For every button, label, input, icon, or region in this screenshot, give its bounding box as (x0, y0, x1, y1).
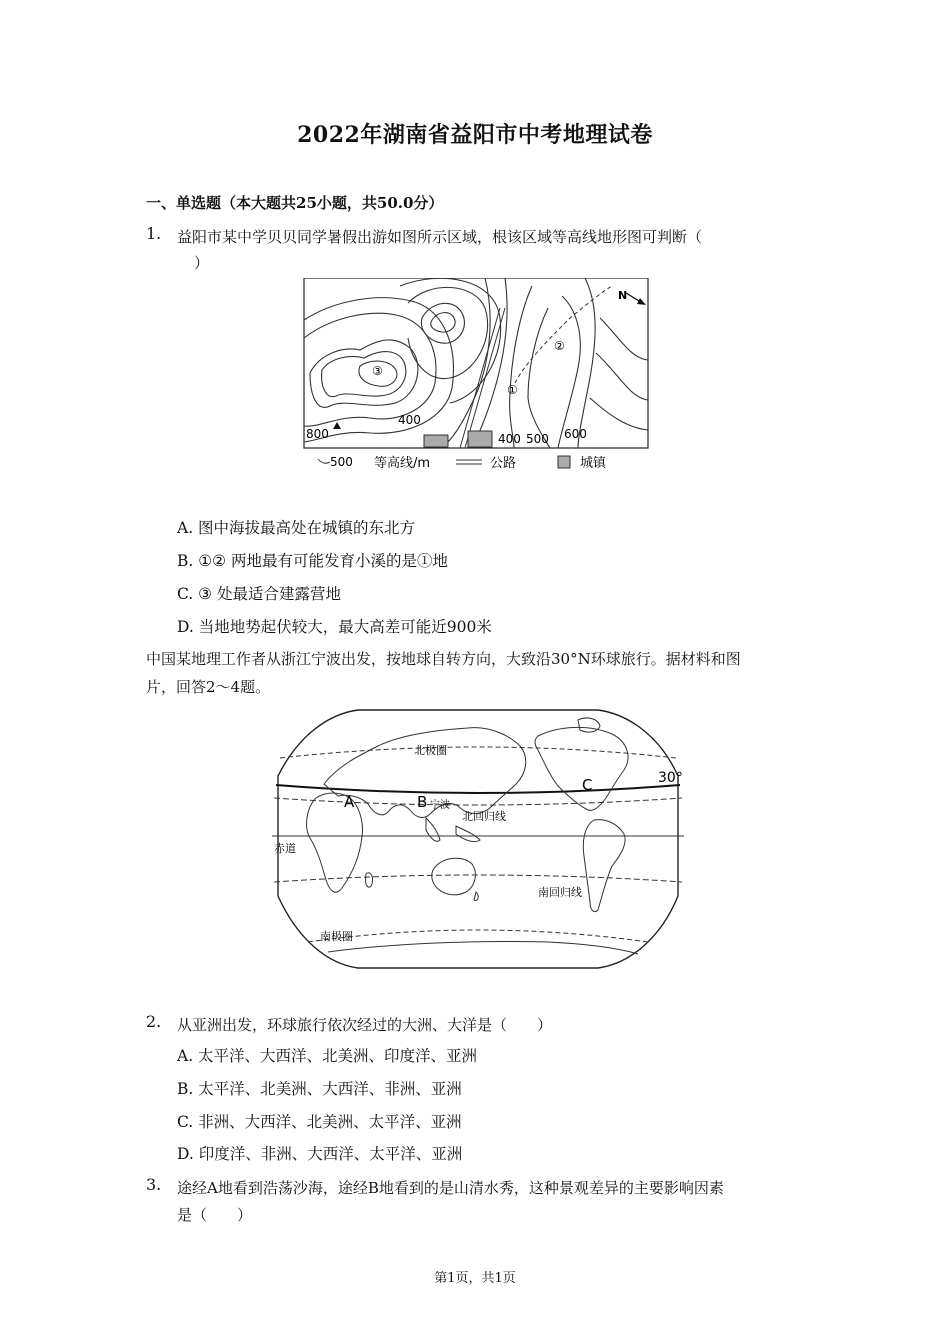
question-2-number: 2. (146, 1012, 162, 1031)
q2-option-d: D. 印度洋、非洲、大西洋、太平洋、亚洲 (177, 1145, 463, 1163)
contour-600: 600 (564, 427, 587, 441)
q2-option-a: A. 太平洋、大西洋、北美洲、印度洋、亚洲 (177, 1047, 478, 1065)
question-2-text: 从亚洲出发，环球旅行依次经过的大洲、大洋是（ ） (177, 1016, 553, 1034)
page-title: 2022年湖南省益阳市中考地理试卷 (297, 122, 653, 148)
question-3-text-cont: 是（ ） (177, 1206, 253, 1224)
label-2: ② (554, 339, 565, 353)
page-footer: 第1页，共1页 (434, 1271, 516, 1286)
point-c-label: C (582, 776, 593, 794)
contour-map-frame (304, 278, 648, 448)
q1-option-d: D. 当地地势起伏较大，最大高差可能近900米 (177, 618, 492, 636)
material-paragraph-line1: 中国某地理工作者从浙江宁波出发，按地球自转方向，大致沿30°N环球旅行。据材料和图 (146, 650, 741, 668)
question-1-text-cont: ） (194, 254, 210, 272)
town-marker-1 (424, 435, 448, 447)
legend-contour-label: 等高线/m (374, 456, 431, 471)
contour-800: 800 (306, 427, 329, 441)
legend-contour-icon (318, 459, 330, 463)
contour-map (300, 278, 652, 476)
q1-option-c: C. ③ 处最适合建露营地 (177, 585, 341, 603)
question-3-number: 3. (146, 1175, 162, 1194)
material-paragraph-line2: 片，回答2～4题。 (146, 678, 271, 696)
arctic-circle-label: 北极圈 (414, 744, 447, 757)
legend-contour-value: 500 (330, 455, 353, 469)
label-3: ③ (372, 364, 383, 378)
question-1-text: 益阳市某中学贝贝同学暑假出游如图所示区域，根该区域等高线地形图可判断（ (177, 228, 703, 246)
north-label: N (618, 289, 628, 302)
ningbo-label: 宁波 (430, 800, 450, 811)
q1-option-b: B. ①② 两地最有可能发育小溪的是①地 (177, 552, 448, 570)
question-3-text: 途经A地看到浩荡沙海，途经B地看到的是山清水秀，这种景观差异的主要影响因素 (177, 1179, 724, 1197)
legend-town-icon (558, 456, 570, 468)
tropic-south-label: 南回归线 (538, 886, 582, 899)
contour-400a: 400 (398, 413, 421, 427)
section-heading: 一、单选题（本大题共25小题，共50.0分） (146, 194, 444, 212)
q1-option-a: A. 图中海拔最高处在城镇的东北方 (177, 519, 416, 537)
legend-town-label: 城镇 (580, 456, 607, 471)
point-b-label: B (417, 793, 428, 811)
question-1-number: 1. (146, 224, 162, 243)
lat30-label: 30° (658, 770, 683, 786)
contour-500: 500 (526, 432, 549, 446)
town-marker-2 (468, 431, 492, 447)
tropic-north-label: 北回归线 (462, 810, 506, 823)
antarctic-circle-label: 南极圈 (320, 930, 353, 943)
world-map (268, 706, 688, 972)
equator-label: 赤道 (274, 842, 296, 855)
contour-400b: 400 (498, 432, 521, 446)
label-1: ① (507, 383, 518, 397)
q2-option-b: B. 太平洋、北美洲、大西洋、非洲、亚洲 (177, 1080, 462, 1098)
legend-road-label: 公路 (490, 456, 517, 471)
q2-option-c: C. 非洲、大西洋、北美洲、太平洋、亚洲 (177, 1113, 462, 1131)
point-a-label: A (344, 793, 355, 811)
